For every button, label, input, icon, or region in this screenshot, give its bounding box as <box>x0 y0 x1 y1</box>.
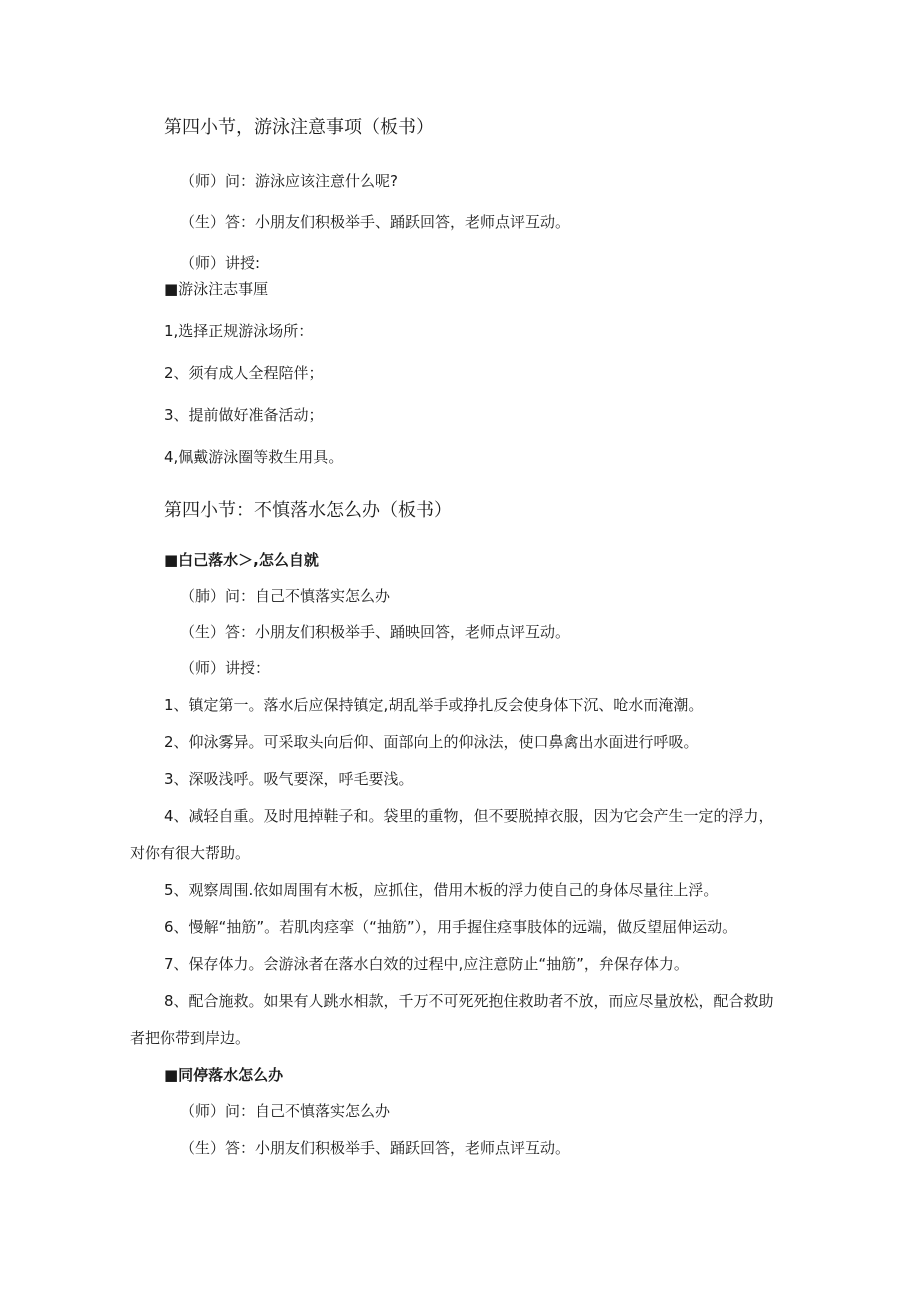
subsection1-item: 2、仰泳雾异。可采取头向后仰、面部向上的仰泳法，使口鼻禽出水面进行呼吸。 <box>164 733 699 751</box>
subsection1-item: 6、慢解“抽筋”。若肌肉痉挛（“抽筋”），用手握住痉事肢体的远端，做反望屈伸运动。 <box>164 918 738 936</box>
subsection1-item: 3、深吸浅呼。吸气要深，呼毛要浅。 <box>164 770 414 788</box>
subsection1-item: 7、保存体力。会游泳者在落水白效的过程中,应注意防止“抽筋”，弁保存体力。 <box>164 955 689 973</box>
section1-item: 2、须有成人全程陪伴； <box>164 364 324 382</box>
section1-list-title: ■游泳注志事厘 <box>164 280 269 298</box>
section1-answer: （生）答：小朋友们积极举手、踊跃回答，老师点评互动。 <box>180 213 571 231</box>
subsection1-item: 1、镇定第一。落水后应保持镇定,胡乱举手或挣扎反会使身体下沉、呛水而淹潮。 <box>164 696 704 714</box>
section2-heading: 第四小节：不慎落水怎么办（板书） <box>164 500 452 521</box>
subsection1-item: 8、配合施救。如果有人跳水相款，千万不可死死抱住救助者不放，而应尽量放松，配合救助 <box>164 992 774 1010</box>
section1-question: （师）问：游泳应该注意什么呢? <box>180 172 398 190</box>
section1-item: 4,佩戴游泳圈等救生用具。 <box>164 448 344 466</box>
subsection1-answer: （生）答：小朋友们积极举手、踊映回答，老师点评互动。 <box>180 623 571 641</box>
subsection1-item-continued: 对你有很大帮助。 <box>130 844 251 862</box>
subsection1-item: 5、观察周围.依如周围有木板，应抓住，借用木板的浮力使自己的身体尽量往上浮。 <box>164 881 719 899</box>
subsection2-question: （师）问：自己不慎落实怎么办 <box>180 1102 391 1120</box>
subsection2-answer: （生）答：小朋友们积极举手、踊跃回答，老师点评互动。 <box>180 1139 571 1157</box>
section1-item: 3、提前做好准备活动； <box>164 406 324 424</box>
subsection2-title: ■同停落水怎么办 <box>164 1066 284 1084</box>
subsection1-title: ■白己落水＞,怎么自就 <box>164 551 319 569</box>
subsection1-item-continued: 者把你带到岸边。 <box>130 1029 251 1047</box>
subsection1-question: （肺）问：自己不慎落实怎么办 <box>180 587 391 605</box>
subsection1-teach-label: （师）讲授： <box>180 659 271 677</box>
section1-item: 1,选择正规游泳场所： <box>164 322 314 340</box>
section1-teach-label: （师）讲授: <box>180 254 261 272</box>
section1-heading: 第四小节，游泳注意事项（板书） <box>164 117 434 138</box>
subsection1-item: 4、减轻自重。及时甩掉鞋子和。袋里的重物，但不要脱掉衣服，因为它会产生一定的浮力， <box>164 807 774 825</box>
